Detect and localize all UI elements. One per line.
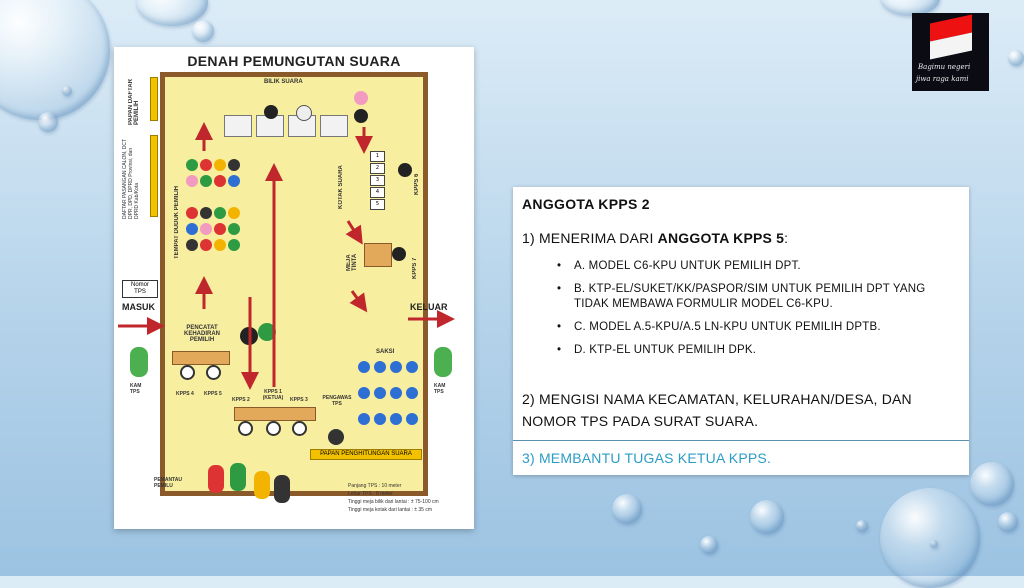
ballot-box-label: KOTAK SUARA (338, 165, 344, 209)
arrow-box-to-ink (348, 221, 358, 237)
ballot-box: 2 (370, 163, 385, 174)
water-drop (1008, 50, 1024, 66)
security-left-label: KAM TPS (130, 383, 142, 395)
legend-item: Tinggi meja bilik dari lantai : ± 75-100 cm (348, 499, 439, 505)
seating-label: TEMPAT DUDUK PEMILIH (174, 185, 180, 259)
ink-table-label: MEJA TINTA (346, 253, 358, 271)
kpps7-label: KPPS 7 (412, 257, 418, 279)
legend-item: Panjang TPS : 10 meter (348, 483, 402, 489)
bullet-item: • D. KTP-EL UNTUK PEMILIH DPK. (557, 343, 957, 358)
item-1 (522, 230, 788, 246)
entry-label: MASUK (122, 302, 155, 312)
item-2: 2) MENGISI NAMA KECAMATAN, KELURAHAN/DESA, DAN NOMOR TPS PADA SURAT SUARA. (522, 391, 912, 429)
attendance-label: PENCATAT KEHADIRAN PEMILIH (184, 325, 220, 343)
item-1-suffix: : (784, 230, 789, 246)
water-drop (62, 86, 72, 96)
item-3: 3) MEMBANTU TUGAS KETUA KPPS. (522, 450, 772, 466)
voter-list-board-label: PAPAN DAFTAR PEMILIH (128, 79, 140, 125)
ballot-box: 4 (370, 187, 385, 198)
legend-item: Lebar TPS : 8 meter (348, 491, 393, 497)
bullet-item: • A. MODEL C6-KPU UNTUK PEMILIH DPT. (557, 259, 957, 274)
flag-badge (912, 13, 989, 91)
badge-line2: jiwa raga kami (916, 75, 969, 83)
tps-number-sign: Nomor TPS (122, 280, 158, 298)
water-drop (750, 500, 784, 534)
arrow-ink-out (352, 291, 362, 305)
water-drop (700, 536, 718, 554)
exit-label: KELUAR (410, 302, 448, 312)
item-1-prefix: 1) MENERIMA DARI (522, 230, 658, 246)
booth-label: BILIK SUARA (264, 79, 303, 85)
divider (513, 440, 969, 441)
kpps2-label: KPPS 2 (232, 397, 250, 403)
poster-title: DENAH PEMUNGUTAN SUARA (187, 53, 401, 69)
ballot-box: 5 (370, 199, 385, 210)
water-drop (930, 540, 938, 548)
kpps1-label: KPPS 1 (KETUA) (262, 389, 284, 401)
security-right-label: KAM TPS (434, 383, 446, 395)
bullet-item: • C. MODEL A.5-KPU/A.5 LN-KPU UNTUK PEMILIH DPTB. (557, 320, 957, 335)
floor-plan-poster (114, 47, 474, 529)
water-drop (0, 0, 110, 120)
document-list (557, 259, 957, 366)
witness-label: SAKSI (376, 349, 395, 355)
bullet-item: • B. KTP-EL/SUKET/KK/PASPOR/SIM UNTUK PEMILIH DPT YANG TIDAK MEMBAWA FORMULIR MODEL C6-KPU. (557, 282, 957, 312)
flow-arrows (114, 47, 474, 529)
ballot-box: 1 (370, 151, 385, 162)
ballot-box: 3 (370, 175, 385, 186)
tally-board: PAPAN PENGHITUNGAN SUARA (310, 449, 422, 460)
observer-label: PEMANTAU PEMILU (154, 477, 182, 489)
kpps4-label: KPPS 4 (176, 391, 194, 397)
water-drop (612, 494, 642, 524)
kpps6-label: KPPS 6 (414, 173, 420, 195)
water-drop (998, 512, 1018, 532)
water-drop (970, 462, 1014, 506)
kpps5-label: KPPS 5 (204, 391, 222, 397)
water-drop (856, 520, 868, 532)
badge-line1: Bagimu negeri (918, 63, 971, 71)
water-drop (38, 112, 58, 132)
panel-title: ANGGOTA KPPS 2 (522, 196, 650, 212)
candidate-list-label: DAFTAR PASANGAN CALON, DCT DPR, DPD, DPRD Provinsi, dan DPRD Kab/Kota (122, 138, 140, 219)
supervisor-label: PENGAWAS TPS (322, 395, 352, 407)
item-1-bold: ANGGOTA KPPS 5 (657, 230, 785, 246)
water-drop (880, 488, 980, 588)
legend-item: Tinggi meja kotak dari lantai : ± 35 cm (348, 507, 432, 513)
content-panel (513, 187, 969, 475)
kpps3-label: KPPS 3 (290, 397, 308, 403)
water-drop (192, 20, 214, 42)
